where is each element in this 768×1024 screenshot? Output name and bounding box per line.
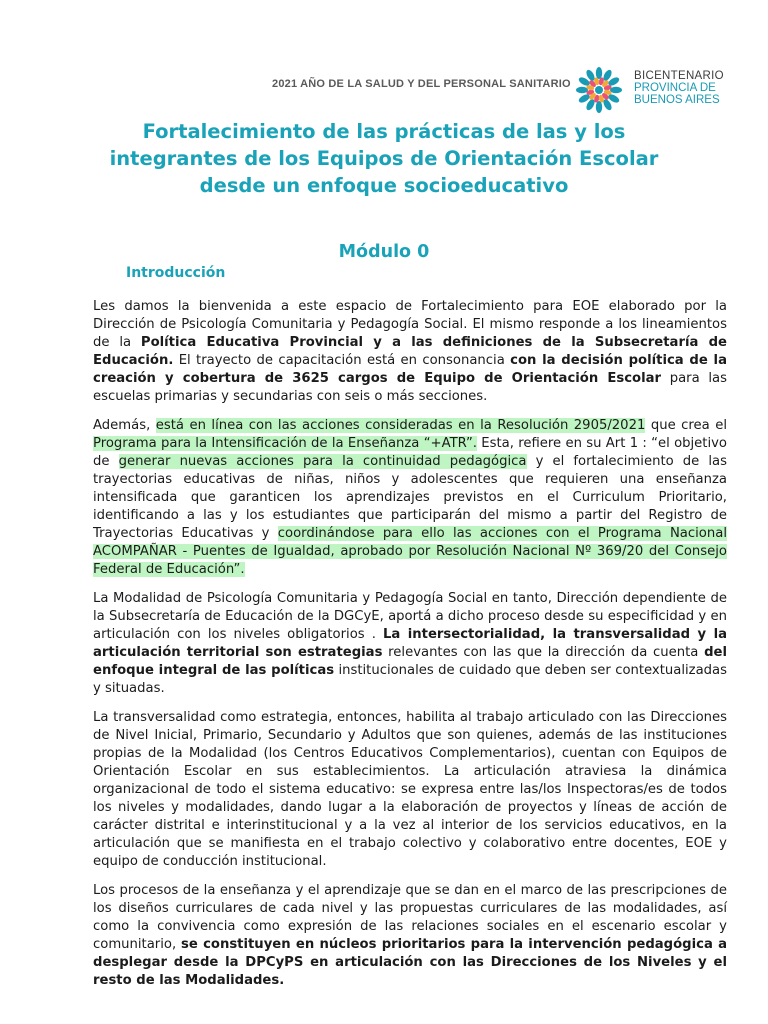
title-line-2: integrantes de los Equipos de Orientación Escolar — [109, 147, 659, 170]
document-body — [93, 298, 727, 1001]
module-heading: Módulo 0 — [338, 242, 430, 262]
bicentenario-logo-text — [634, 70, 724, 106]
title-line-1: Fortalecimiento de las prácticas de las y los — [142, 120, 626, 143]
logo-line-2: PROVINCIA DE — [634, 82, 716, 94]
logo-line-1: BICENTENARIO — [634, 70, 724, 82]
highlighted-text: coordinándose para ello las acciones con el Programa Nacional ACOMPAÑAR - Puentes de Igualdad, aprobado por Resolución Nacional Nº 369/20 del Consejo Federal de Educación”. — [93, 526, 727, 577]
paragraph-4: La transversalidad como estrategia, entonces, habilita al trabajo articulado con las Direcciones de Nivel Inicial, Primario, Secundario y Adultos que son quienes, además de las instituciones propias de la Modalidad (los Centros Educativos Complementarios), cuentan con Equipos de Orientación Escolar en sus establecimientos. La articulación atraviesa la dinámica organizacional de todo el sistema educativo: se expresa entre las/los Inspectoras/es de todos los niveles y modalidades, dando lugar a la elaboración de proyectos y líneas de acción de carácter distrital e interinstitucional y a la vez al interior de los servicios educativos, en la articulación que se manifiesta en el trabajo colectivo y colaborativo entre docentes, EOE y equipo de conducción institucional. — [93, 710, 727, 869]
title-line-3: desde un enfoque socioeducativo — [199, 174, 569, 197]
paragraph-3: La Modalidad de Psicología Comunitaria y Pedagogía Social en tanto, Dirección dependiente de la Subsecretaría de Educación de la DGCyE, aportá a dicho proceso desde su especificidad y en articulación con los niveles obligatorios . La intersectorialidad, la transversalidad y la articulación territorial son estrategias relevantes con las que la dirección da cuenta del enfoque integral de las políticas institucionales de cuidado que deben ser contextualizadas y situadas. — [93, 591, 728, 696]
year-slogan: 2021 AÑO DE LA SALUD Y DEL PERSONAL SANITARIO — [272, 78, 571, 90]
highlighted-text: Programa para la Intensificación de la Enseñanza “+ATR”. — [93, 436, 477, 451]
paragraph-1: Les damos la bienvenida a este espacio de Fortalecimiento para EOE elaborado por la Dirección de Psicología Comunitaria y Pedagogía Social. El mismo responde a los lineamientos de la Política Educativa Provincial y a las definiciones de la Subsecretaría de Educación. El trayecto de capacitación está en consonancia con la decisión política de la creación y cobertura de 3625 cargos de Equipo de Orientación Escolar para las escuelas primarias y secundarias con seis o más secciones. — [93, 299, 727, 404]
document-title — [96, 118, 672, 199]
highlighted-text: está en línea con las acciones consideradas en la Resolución 2905/2021 — [155, 418, 646, 433]
paragraph-2: Además, está en línea con las acciones consideradas en la Resolución 2905/2021 que crea el Programa para la Intensificación de la Enseñanza “+ATR”. Esta, refiere en su Art 1 : “el objetivo de generar nuevas acciones para la continuidad pedagógica y el fortalecimiento de las trayectorias educativas de niñas, niños y adolescentes que requieren una enseñanza intensificada que garanticen los aprendizajes previstos en el Curriculum Prioritario, identificando a las y los estudiantes que participarán del mismo a partir del Registro de Trayectorias Educativas y coordinándose para ello las acciones con el Programa Nacional ACOMPAÑAR - Puentes de Igualdad, aprobado por Resolución Nacional Nº 369/20 del Consejo Federal de Educación”. — [93, 418, 728, 577]
page-header — [0, 66, 768, 114]
paragraph-5: Los procesos de la enseñanza y el aprendizaje que se dan en el marco de las prescripciones de los diseños curriculares de cada nivel y las propuestas curriculares de las modalidades, así como la convivencia como expresión de las relaciones sociales en el escenario escolar y comunitario, se constituyen en núcleos prioritarios para la intervención pedagógica a desplegar desde la DPCyPS en articulación con las Direcciones de los Niveles y el resto de las Modalidades. — [93, 883, 727, 988]
section-heading: Introducción — [126, 265, 226, 281]
highlighted-text: generar nuevas acciones para la continuidad pedagógica — [118, 454, 527, 469]
sun-flower-logo-icon — [574, 66, 624, 114]
logo-line-3: BUENOS AIRES — [634, 94, 720, 106]
